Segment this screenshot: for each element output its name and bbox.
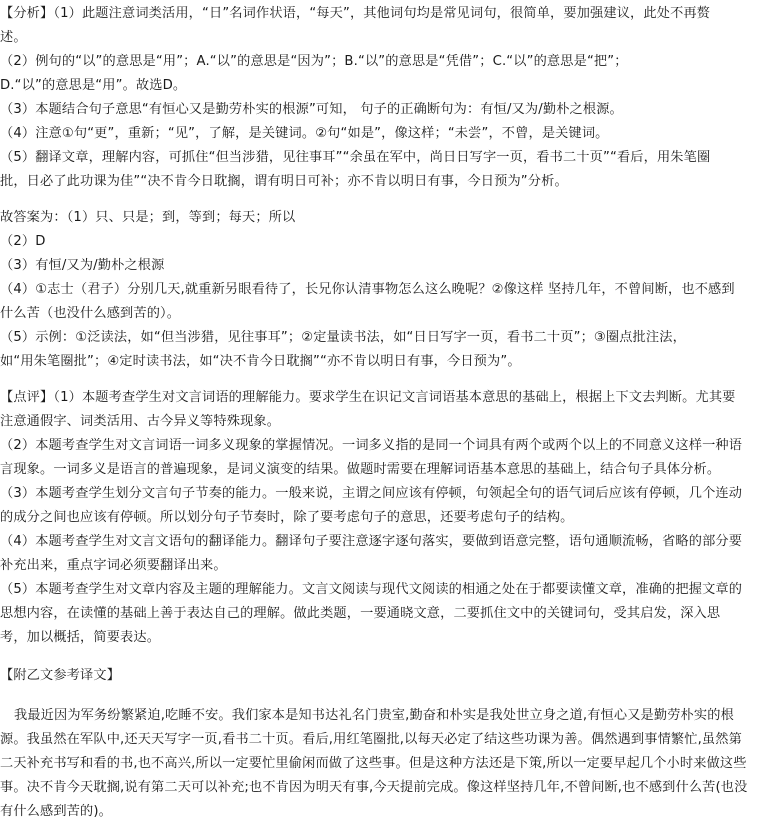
analysis-line: （5）翻译文章，理解内容，可抓住“但当涉猎，见往事耳”“余虽在军中，尚日日写字一页，看书二十页”“看后，用朱笔圈	[0, 150, 711, 165]
comment-line: 思想内容，在读懂的基础上善于表达自己的理解。做此类题，一要通晓文意，二要抓住文中的关键词句，受其启发，深入思	[0, 606, 721, 621]
comment-line: 的成分之间也应该有停顿。所以划分句子节奏时，除了要考虑句子的意思，还要考虑句子的结构。	[0, 510, 574, 525]
translation-line: 我最近因为军务纷繁紧迫,吃睡不安。我们家本是知书达礼名门贵室,勤奋和朴实是我处世立身之道,有恒心又是勤劳朴实的根	[14, 708, 734, 723]
translation-line: 二天补充书写和看的书,也不高兴,所以一定要忙里偷闲而做了这些事。但是这种方法还是下策,所以一定要早起几个小时来做这些	[0, 756, 747, 771]
comment-line: 注意通假字、词类活用、古今异义等特殊现象。	[0, 414, 281, 429]
comment-line: 考，加以概括，简要表达。	[0, 630, 161, 645]
answer-line: （2）D	[0, 234, 46, 249]
analysis-line: 述。	[0, 30, 27, 45]
appendix-title: 【附乙文参考译文】	[0, 668, 121, 683]
analysis-line: 批，日必了此功课为佳”“决不肯今日耽搁，谓有明日可补；亦不肯以明日有事，今日预为”分析。	[0, 174, 568, 189]
answer-line: 如“用朱笔圈批”；④定时读书法，如“决不肯今日耽搁”“亦不肯以明日有事，今日预为”。	[0, 354, 521, 369]
answer-line: （5）示例：①泛读法，如“但当涉猎，见往事耳”；②定量读书法，如“日日写字一页，看书二十页”；③圈点批注法，	[0, 330, 686, 345]
analysis-line: （3）本题结合句子意思“有恒心又是勤劳朴实的根源”可知， 句子的正确断句为：有恒/又为/勤朴之根源。	[0, 102, 623, 117]
translation-line: 源。我虽然在军队中,还天天写字一页,看书二十页。看后,用红笔圈批,以每天必定了结这些功课为善。偶然遇到事情繁忙,虽然第	[0, 732, 742, 747]
answer-line: 故答案为：（1）只、只是；到，等到；每天；所以	[0, 210, 296, 225]
translation-line: 事。决不肯今天耽搁,说有第二天可以补充;也不肯因为明天有事,今天提前完成。像这样坚持几年,不曾间断,也不感到什么苦(也没	[0, 780, 748, 795]
comment-line: 【点评】（1）本题考查学生对文言词语的理解能力。要求学生在识记文言词语基本意思的基础上，根据上下文去判断。尤其要	[0, 390, 736, 405]
comment-line: （5）本题考查学生对文章内容及主题的理解能力。文言文阅读与现代文阅读的相通之处在于都要读懂文章，准确的把握文章的	[0, 582, 743, 597]
analysis-line: （4）注意①句“更”，重新；“见”，了解，是关键词。②句“如是”，像这样；“未尝”，不曾，是关键词。	[0, 126, 609, 141]
answer-line: （4）①志士（君子）分别几天,就重新另眼看待了，长兄你认清事物怎么这么晚呢？②像这样 坚持几年，不曾间断，也不感到	[0, 282, 735, 297]
comment-line: （4）本题考查学生对文言文语句的翻译能力。翻译句子要注意逐字逐句落实，要做到语意完整，语句通顺流畅，省略的部分要	[0, 534, 743, 549]
translation-line: 有什么感到苦的)。	[0, 804, 112, 819]
comment-line: （2）本题考查学生对文言词语一词多义现象的掌握情况。一词多义指的是同一个词具有两个或两个以上的不同意义这样一种语	[0, 438, 743, 453]
analysis-line: （2）例句的“以”的意思是“用”；A.“以”的意思是“因为”；B.“以”的意思是“凭借”；C.“以”的意思是“把”；	[0, 54, 628, 69]
analysis-line: 【分析】（1）此题注意词类活用，“日”名词作状语，“每天”，其他词句均是常见词句，很简单，要加强建议，此处不再赘	[0, 6, 711, 21]
answer-line: （3）有恒/又为/勤朴之根源	[0, 258, 165, 273]
comment-line: 补充出来，重点字词必须要翻译出来。	[0, 558, 227, 573]
analysis-line: D.“以”的意思是“用”。故选D。	[0, 78, 187, 93]
answer-line: 什么苦（也没什么感到苦的）。	[0, 306, 181, 321]
comment-line: 言现象。一词多义是语言的普遍现象，是词义演变的结果。做题时需要在理解词语基本意思的基础上，结合句子具体分析。	[0, 462, 721, 477]
comment-line: （3）本题考查学生划分文言句子节奏的能力。一般来说，主谓之间应该有停顿，句领起全句的语气词后应该有停顿，几个连动	[0, 486, 743, 501]
